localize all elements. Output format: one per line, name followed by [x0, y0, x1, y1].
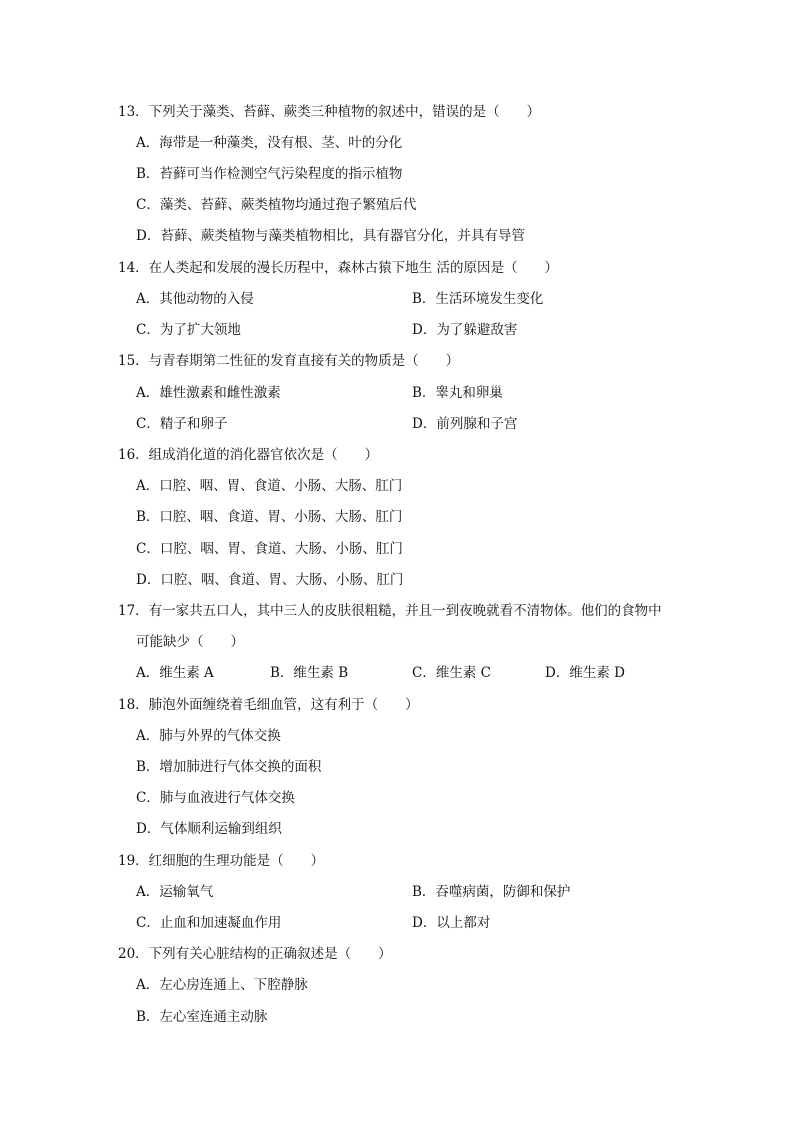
question-15-option-a: A．雄性激素和雌性激素	[136, 385, 281, 401]
question-19-option-b: B．吞噬病菌，防御和保护	[412, 884, 571, 900]
question-19-stem: 19．红细胞的生理功能是（ ）	[118, 853, 325, 869]
question-18-option-a: A．肺与外界的气体交换	[136, 728, 281, 744]
question-14-stem: 14．在人类起和发展的漫长历程中，森林古猿下地生 活的原因是（ ）	[118, 260, 558, 276]
question-16-option-d: D．口腔、咽、食道、胃、大肠、小肠、肛门	[136, 572, 404, 588]
question-15-option-c: C．精子和卵子	[136, 416, 228, 432]
question-17-option-b: B．维生素 B	[270, 665, 349, 681]
question-15-stem: 15．与青春期第二性征的发育直接有关的物质是（ ）	[118, 353, 460, 369]
question-13-option-d: D．苔藓、蕨类植物与藻类植物相比，具有器官分化，并具有导管	[136, 228, 525, 244]
question-16-option-b: B．口腔、咽、食道、胃、小肠、大肠、肛门	[136, 509, 403, 525]
question-17-stem-continued: 可能缺少（ ）	[136, 634, 244, 650]
question-19-option-a: A．运输氧气	[136, 884, 214, 900]
question-14-option-c: C．为了扩大领地	[136, 322, 241, 338]
question-16-option-c: C．口腔、咽、胃、食道、大肠、小肠、肛门	[136, 541, 403, 557]
question-13-option-c: C．藻类、苔藓、蕨类植物均通过孢子繁殖后代	[136, 197, 417, 213]
question-13-option-b: B．苔藓可当作检测空气污染程度的指示植物	[136, 166, 403, 182]
question-18-option-b: B．增加肺进行气体交换的面积	[136, 759, 322, 775]
question-14-option-b: B．生活环境发生变化	[412, 291, 544, 307]
question-15-option-d: D．前列腺和子宫	[412, 416, 518, 432]
question-13-option-a: A．海带是一种藻类，没有根、茎、叶的分化	[136, 135, 403, 151]
question-20-option-a: A．左心房连通上、下腔静脉	[136, 977, 308, 993]
question-18-stem: 18．肺泡外面缠绕着毛细血管，这有利于（ ）	[118, 697, 419, 713]
question-20-stem: 20．下列有关心脏结构的正确叙述是（ ）	[118, 946, 392, 962]
question-16-stem: 16．组成消化道的消化器官依次是（ ）	[118, 447, 379, 463]
question-16-option-a: A．口腔、咽、胃、食道、小肠、大肠、肛门	[136, 478, 403, 494]
question-20-option-b: B．左心室连通主动脉	[136, 1009, 268, 1025]
question-19-option-d: D．以上都对	[412, 915, 491, 931]
question-19-option-c: C．止血和加速凝血作用	[136, 915, 282, 931]
question-13-stem: 13．下列关于藻类、苔藓、蕨类三种植物的叙述中，错误的是（ ）	[118, 104, 541, 120]
question-17-option-d: D．维生素 D	[545, 665, 625, 681]
question-15-option-b: B．睾丸和卵巢	[412, 385, 503, 401]
question-14-option-a: A．其他动物的入侵	[136, 291, 254, 307]
question-17-stem: 17．有一家共五口人，其中三人的皮肤很粗糙，并且一到夜晚就看不清物体。他们的食物中	[118, 603, 662, 619]
question-18-option-d: D．气体顺利运输到组织	[136, 821, 282, 837]
question-17-option-c: C．维生素 C	[412, 665, 491, 681]
question-18-option-c: C．肺与血液进行气体交换	[136, 790, 295, 806]
question-17-option-a: A．维生素 A	[136, 665, 214, 681]
question-14-option-d: D．为了躲避敌害	[412, 322, 518, 338]
